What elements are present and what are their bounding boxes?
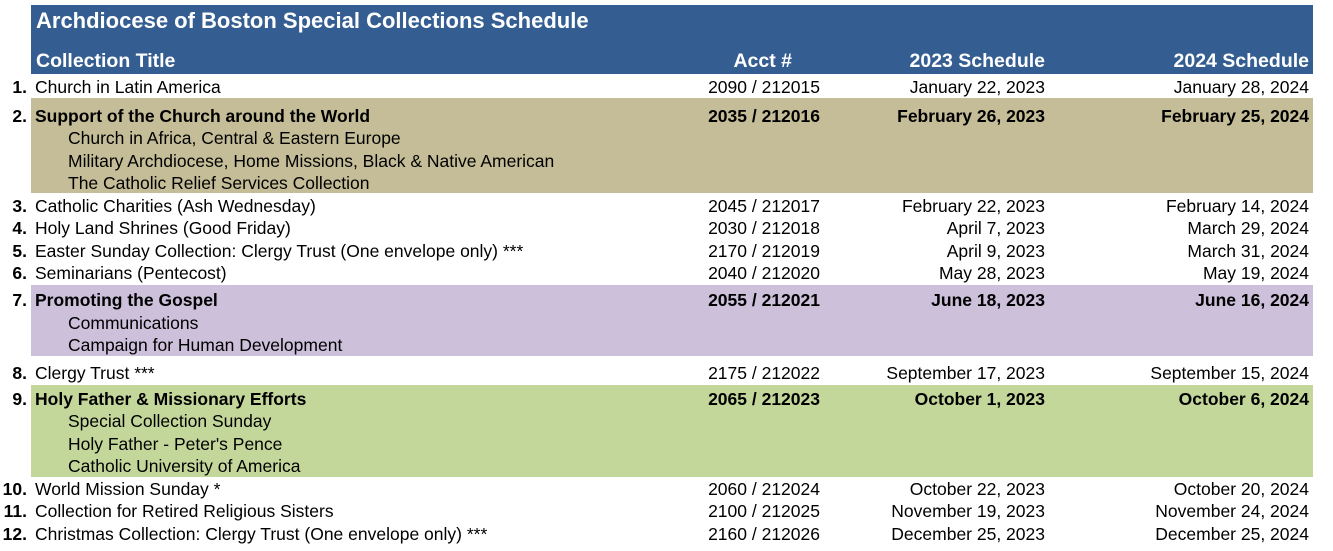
date-2023: February 26, 2023 [897,106,1045,126]
sub-collection: The Catholic Relief Services Collection [68,173,370,193]
acct-number: 2055 / 212021 [708,290,820,310]
date-2024: December 25, 2024 [1155,524,1309,544]
sub-collection: Holy Father - Peter's Pence [68,434,283,454]
row-number: 10. [2,479,27,499]
row-number: 1. [12,77,27,97]
collection-title: Church in Latin America [35,77,221,97]
date-2024: February 25, 2024 [1161,106,1309,126]
date-2023: December 25, 2023 [891,524,1045,544]
date-2024: October 6, 2024 [1178,389,1309,409]
row-number: 8. [12,363,27,383]
sub-collection: Communications [68,313,199,333]
collection-title: Promoting the Gospel [35,290,218,310]
acct-number: 2175 / 212022 [708,363,820,383]
acct-number: 2030 / 212018 [708,218,820,238]
sub-collection: Special Collection Sunday [68,411,272,431]
collection-title: Collection for Retired Religious Sisters [35,501,334,521]
collection-title: Holy Father & Missionary Efforts [35,389,307,409]
collection-title: Support of the Church around the World [35,106,371,126]
acct-number: 2040 / 212020 [708,263,820,283]
acct-number: 2090 / 212015 [708,77,820,97]
date-2023: February 22, 2023 [901,196,1045,216]
date-2024: May 19, 2024 [1202,263,1309,283]
row-number: 5. [12,241,27,261]
collection-title: Seminarians (Pentecost) [35,263,227,283]
column-header-2023: 2023 Schedule [909,50,1045,72]
collection-title: World Mission Sunday * [35,479,221,499]
sub-collection: Catholic University of America [68,456,301,476]
column-header-acct: Acct # [733,50,792,72]
row-number: 4. [12,218,27,238]
acct-number: 2045 / 212017 [708,196,820,216]
date-2024: November 24, 2024 [1155,501,1309,521]
row-number: 9. [12,389,27,409]
collection-title: Catholic Charities (Ash Wednesday) [35,196,316,216]
sub-collection: Church in Africa, Central & Eastern Europe [68,128,401,148]
date-2023: September 17, 2023 [886,363,1045,383]
date-2024: January 28, 2024 [1173,77,1309,97]
page-title: Archdiocese of Boston Special Collections Schedule [36,8,589,33]
acct-number: 2065 / 212023 [708,389,820,409]
date-2023: October 22, 2023 [909,479,1045,499]
date-2023: October 1, 2023 [914,389,1045,409]
collection-title: Christmas Collection: Clergy Trust (One envelope only) *** [35,524,488,544]
date-2024: March 31, 2024 [1187,241,1309,261]
collection-title: Easter Sunday Collection: Clergy Trust (One envelope only) *** [35,241,524,261]
date-2024: June 16, 2024 [1195,290,1309,310]
date-2023: April 7, 2023 [946,218,1045,238]
date-2024: September 15, 2024 [1150,363,1309,383]
date-2024: October 20, 2024 [1173,479,1309,499]
sub-collection: Military Archdiocese, Home Missions, Black & Native American [68,151,555,171]
row-number: 2. [12,106,27,126]
date-2023: June 18, 2023 [931,290,1045,310]
sub-collection: Campaign for Human Development [68,335,343,355]
date-2023: November 19, 2023 [891,501,1045,521]
date-2023: May 28, 2023 [938,263,1045,283]
column-header-2024: 2024 Schedule [1173,50,1309,72]
acct-number: 2170 / 212019 [708,241,820,261]
collection-title: Clergy Trust *** [35,363,155,383]
row-number: 11. [3,501,27,521]
row-number: 3. [12,196,27,216]
date-2024: February 14, 2024 [1165,196,1309,216]
acct-number: 2035 / 212016 [708,106,820,126]
date-2023: January 22, 2023 [909,77,1045,97]
acct-number: 2060 / 212024 [708,479,820,499]
collection-title: Holy Land Shrines (Good Friday) [35,218,291,238]
column-header-title: Collection Title [36,50,176,72]
row-number: 7. [12,290,27,310]
row-number: 6. [12,263,27,283]
row-number: 12. [2,524,27,544]
date-2023: April 9, 2023 [946,241,1045,261]
date-2024: March 29, 2024 [1187,218,1309,238]
acct-number: 2160 / 212026 [708,524,820,544]
acct-number: 2100 / 212025 [708,501,820,521]
